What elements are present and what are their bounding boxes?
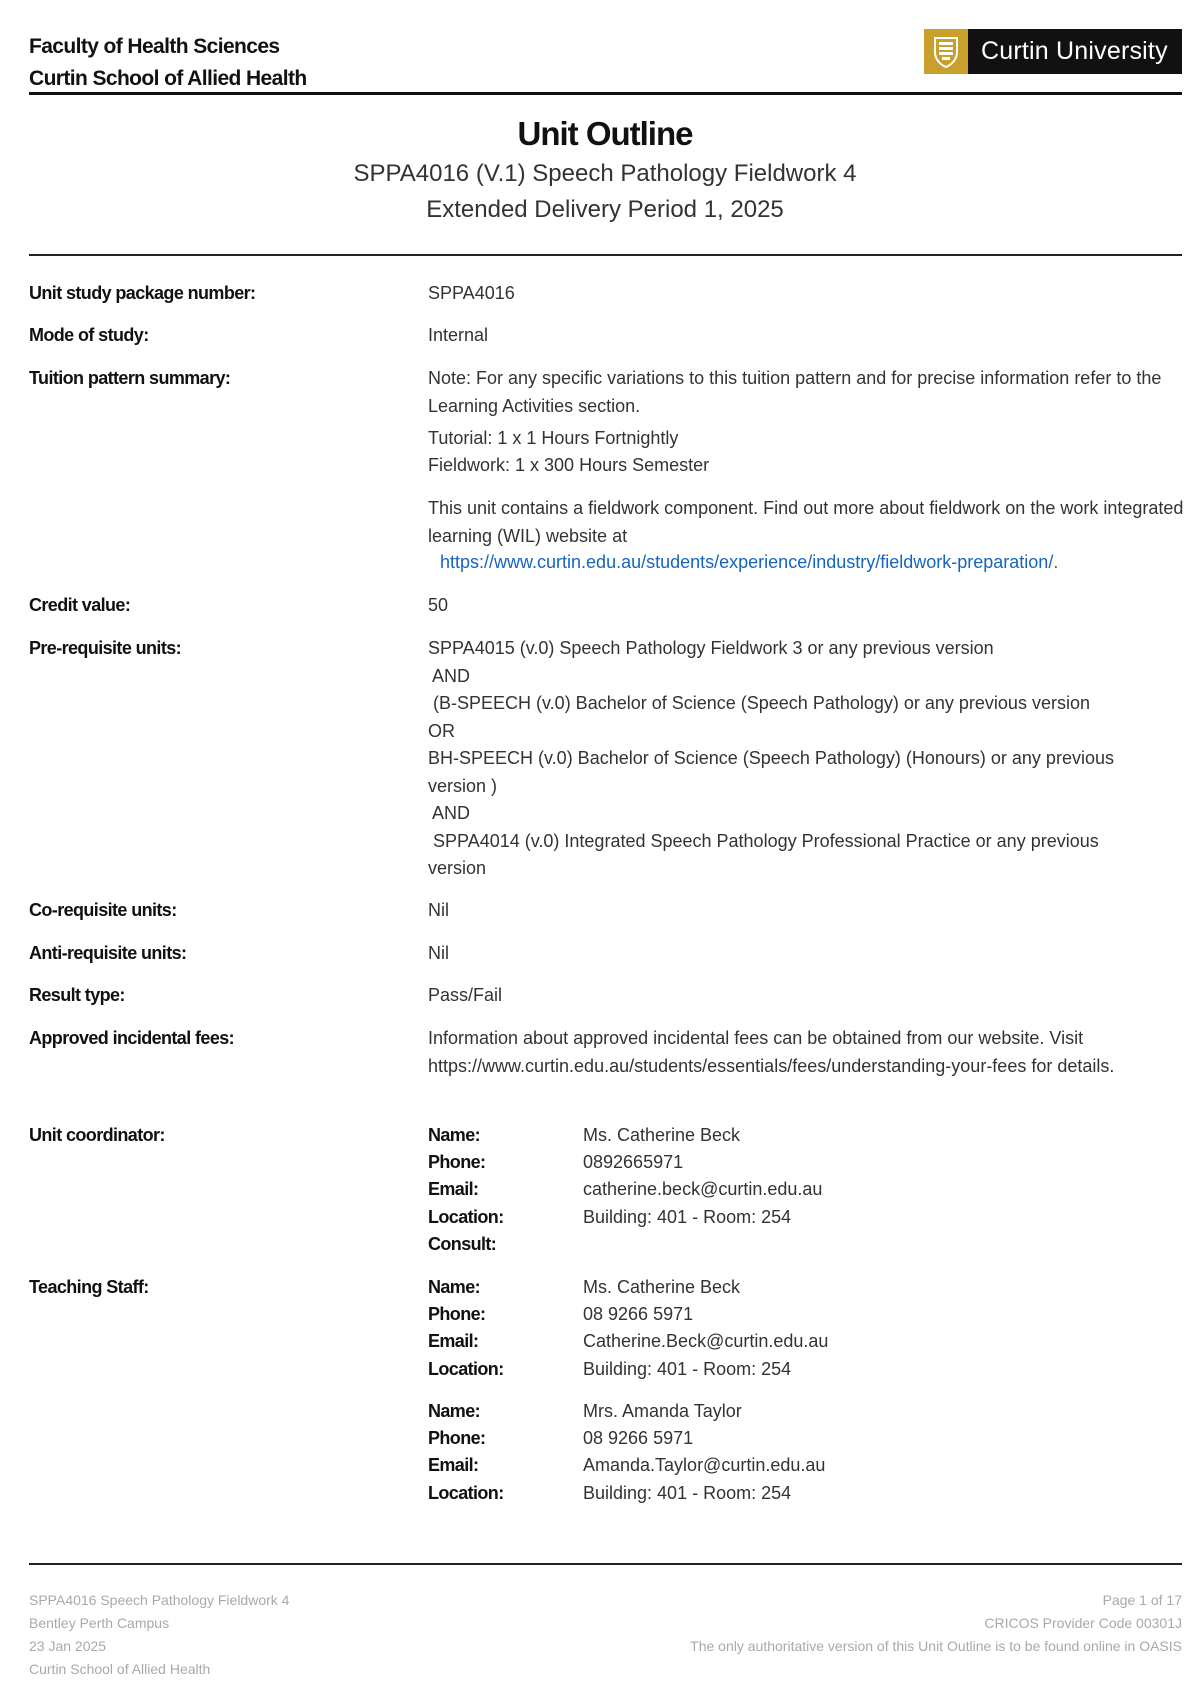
coreq-value: Nil <box>428 900 449 920</box>
coordinator-keys <box>428 1122 504 1258</box>
tuition-tutorial: Tutorial: 1 x 1 Hours Fortnightly <box>428 428 679 448</box>
staff-phone: 08 9266 5971 <box>583 1304 694 1325</box>
cricos-code: CRICOS Provider Code 00301J <box>984 1615 1182 1631</box>
shield-icon <box>924 29 968 74</box>
email-key: Email: <box>428 1179 479 1200</box>
unit-name: SPPA4016 (V.1) Speech Pathology Fieldwork 4 <box>353 160 857 187</box>
prereq-line: OR <box>428 720 455 741</box>
tuition-wil: This unit contains a fieldwork component. Find out more about fieldwork on the work integrated learning (WIL) website at <box>428 498 1184 546</box>
page-number: Page 1 of 17 <box>1102 1592 1182 1608</box>
footer-right <box>690 1589 1182 1658</box>
location-key: Location: <box>428 1358 504 1379</box>
staff-phone: 08 9266 5971 <box>583 1428 694 1449</box>
prereq-line: AND <box>428 803 471 823</box>
credit-value: 50 <box>428 595 449 615</box>
curtin-logo <box>924 29 1182 74</box>
coordinator-phone: 0892665971 <box>583 1152 684 1173</box>
footer-divider <box>29 1563 1182 1565</box>
name-key: Name: <box>428 1277 481 1297</box>
footer-unit: SPPA4016 Speech Pathology Fieldwork 4 <box>29 1592 290 1608</box>
page-title: Unit Outline <box>517 115 693 152</box>
staff-name: Ms. Catherine Beck <box>583 1277 741 1297</box>
staff-email[interactable]: Amanda.Taylor@curtin.edu.au <box>583 1455 826 1476</box>
prereq-line: BH-SPEECH (v.0) Bachelor of Science (Speech Pathology) (Honours) or any previous version ) <box>428 748 1119 796</box>
staff-keys-1 <box>428 1274 504 1383</box>
header-faculty-block <box>29 31 307 95</box>
name-key: Name: <box>428 1401 481 1421</box>
name-key: Name: <box>428 1125 481 1145</box>
staff-member-2 <box>583 1398 825 1507</box>
footer-date: 23 Jan 2025 <box>29 1638 107 1654</box>
tuition-label: Tuition pattern summary: <box>29 368 231 388</box>
footer-school: Curtin School of Allied Health <box>29 1661 211 1677</box>
prereq-line: SPPA4014 (v.0) Integrated Speech Pathology Professional Practice or any previous version <box>428 830 1104 878</box>
phone-key: Phone: <box>428 1304 486 1325</box>
title-divider <box>29 254 1182 256</box>
antireq-value: Nil <box>428 943 449 963</box>
prereq-label: Pre-requisite units: <box>29 638 182 658</box>
credit-label: Credit value: <box>29 595 131 615</box>
fieldwork-preparation-link[interactable]: https://www.curtin.edu.au/students/experience/industry/fieldwork-preparation/. <box>440 552 1059 572</box>
coordinator-location: Building: 401 - Room: 254 <box>583 1206 792 1227</box>
result-label: Result type: <box>29 985 125 1005</box>
staff-member-1 <box>583 1274 828 1383</box>
delivery-period: Extended Delivery Period 1, 2025 <box>426 196 784 223</box>
prereq-list <box>428 635 1188 883</box>
footer-left <box>29 1589 289 1681</box>
coordinator-name: Ms. Catherine Beck <box>583 1125 741 1145</box>
staff-name: Mrs. Amanda Taylor <box>583 1401 742 1421</box>
usp-value: SPPA4016 <box>428 283 515 303</box>
header-divider <box>29 92 1182 95</box>
coreq-label: Co-requisite units: <box>29 900 177 920</box>
phone-key: Phone: <box>428 1428 486 1449</box>
antireq-label: Anti-requisite units: <box>29 943 187 963</box>
staff-keys-2 <box>428 1398 504 1507</box>
logo-text: Curtin University <box>981 37 1168 65</box>
mode-label: Mode of study: <box>29 325 149 345</box>
location-key: Location: <box>428 1206 504 1227</box>
coordinator-values <box>583 1122 822 1231</box>
title-block <box>0 112 1200 228</box>
usp-label: Unit study package number: <box>29 283 256 303</box>
staff-label: Teaching Staff: <box>29 1277 149 1297</box>
footer-campus: Bentley Perth Campus <box>29 1615 170 1631</box>
staff-location: Building: 401 - Room: 254 <box>583 1358 792 1379</box>
phone-key: Phone: <box>428 1152 486 1173</box>
staff-location: Building: 401 - Room: 254 <box>583 1482 792 1503</box>
prereq-line: (B-SPEECH (v.0) Bachelor of Science (Speech Pathology) or any previous version <box>428 693 1090 713</box>
location-key: Location: <box>428 1482 504 1503</box>
tuition-note: Note: For any specific variations to this tuition pattern and for precise information refer to the Learning Activities section. <box>428 368 1162 416</box>
coordinator-email[interactable]: catherine.beck@curtin.edu.au <box>583 1179 823 1200</box>
email-key: Email: <box>428 1331 479 1352</box>
coordinator-label: Unit coordinator: <box>29 1125 165 1145</box>
tuition-fieldwork: Fieldwork: 1 x 300 Hours Semester <box>428 455 710 475</box>
authoritative-notice: The only authoritative version of this Unit Outline is to be found online in OASIS <box>690 1638 1182 1654</box>
faculty-name: Faculty of Health Sciences <box>29 35 280 58</box>
fees-label: Approved incidental fees: <box>29 1028 235 1048</box>
email-key: Email: <box>428 1455 479 1476</box>
school-name: Curtin School of Allied Health <box>29 67 307 90</box>
consult-key: Consult: <box>428 1233 497 1254</box>
result-value: Pass/Fail <box>428 985 503 1005</box>
prereq-line: SPPA4015 (v.0) Speech Pathology Fieldwork 3 or any previous version <box>428 638 994 658</box>
fees-value: Information about approved incidental fees can be obtained from our website. Visit https://www.curtin.edu.au/students/essentials/fees/understanding-your-fees for details. <box>428 1028 1115 1076</box>
prereq-line: AND <box>428 665 471 686</box>
mode-value: Internal <box>428 325 489 345</box>
staff-email[interactable]: Catherine.Beck@curtin.edu.au <box>583 1331 829 1352</box>
